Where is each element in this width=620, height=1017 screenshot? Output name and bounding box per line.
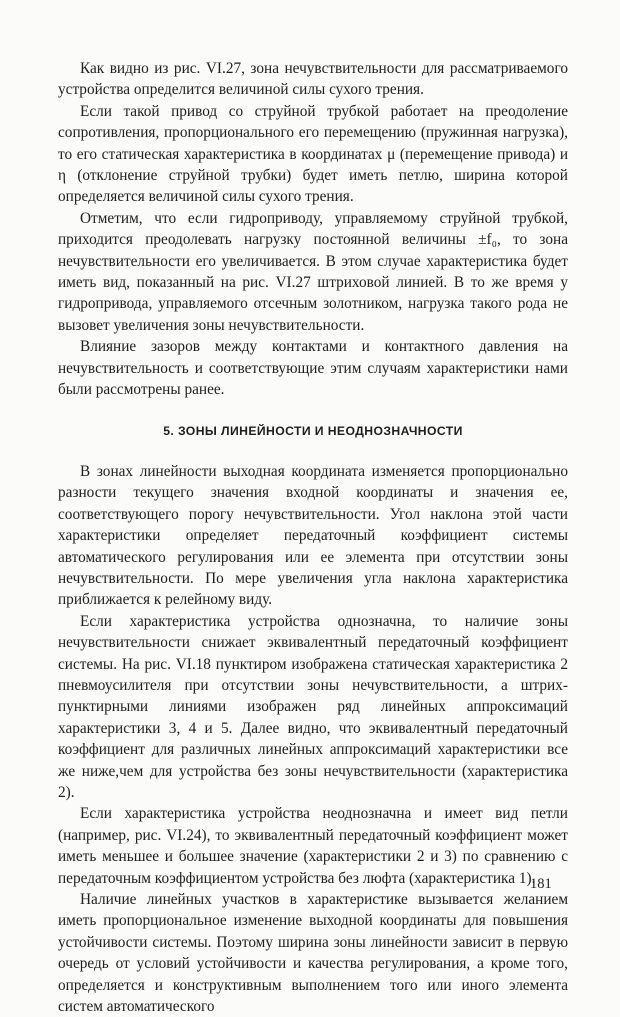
paragraph: В зонах линейности выходная координата изменяется пропорционально разности текущего значения входной координаты и значения ее, соответствующего порогу нечувствительности. Угол наклона этой части характеристики определяет передаточный коэффициент системы автоматического регулирования или ее элемента при отсутствии зоны нечувствительности. По мере увеличения угла наклона характеристика приближается к релейному виду. [58,462,568,609]
paragraph: Если характеристика устройства неоднозначна и имеет вид петли (например, рис. VI.24), то эквивалентный передаточный коэффициент может иметь меньшее и большее значение (характеристики 2 и 3) по сравнению с передаточным коэффициентом устройства без люфта (характеристика 1). [58,805,568,887]
paragraph: Влияние зазоров между контактами и контактного давления на нечувствительность и соответствующие этим случаям характеристики нами были рассмотрены ранее. [58,338,568,399]
paragraph: Наличие линейных участков в характеристике вызывается желанием иметь пропорциональное изменение выходной координаты для повышения устойчивости системы. Поэтому ширина зоны линейности зависит в первую очередь от условий устойчивости и качества регулирования, а кроме того, определяется и конструктивным выполнением того или иного элемента систем автоматического [58,891,568,1016]
paragraph: Если характеристика устройства однозначна, то наличие зоны нечувствительности снижает эквивалентный передаточный коэффициент системы. На рис. VI.18 пунктиром изображена статическая характеристика 2 пневмоусилителя при отсутствии зоны нечувствительности, а штрих-пунктирными линиями изображен ряд линейных аппроксимаций характеристики 3, 4 и 5. Далее видно, что эквивалентный передаточный коэффициент для различных линейных аппроксимаций характеристики все же ниже,чем для устройства без зоны нечувствительности (характеристика 2). [58,612,568,801]
page-number: 181 [530,876,552,892]
paragraph: Отметим, что если гидроприводу, управляемому струйной трубкой, приходится преодолевать нагрузку постоянной величины ±f₀, то зона нечувствительности его увеличивается. В этом случае характеристика будет иметь вид, показанный на рис. VI.27 штриховой линией. В то же время у гидропривода, управляемого отсечным золотником, нагрузка такого рода не вызовет увеличения зоны нечувствительности. [58,209,568,334]
section-heading: 5. ЗОНЫ ЛИНЕЙНОСТИ И НЕОДНОЗНАЧНОСТИ [163,423,463,438]
paragraph: Как видно из рис. VI.27, зона нечувствительности для рассматриваемого устройства определится величиной силы сухого трения. [58,60,568,99]
paragraph: Если такой привод со струйной трубкой работает на преодоление сопротивления, пропорционального его перемещению (пружинная нагрузка), то его статическая характеристика в координатах μ (перемещение привода) и η (отклонение струйной трубки) будет иметь петлю, ширина которой определяется величиной силы сухого трения. [58,102,568,206]
page-text [58,58,568,1017]
